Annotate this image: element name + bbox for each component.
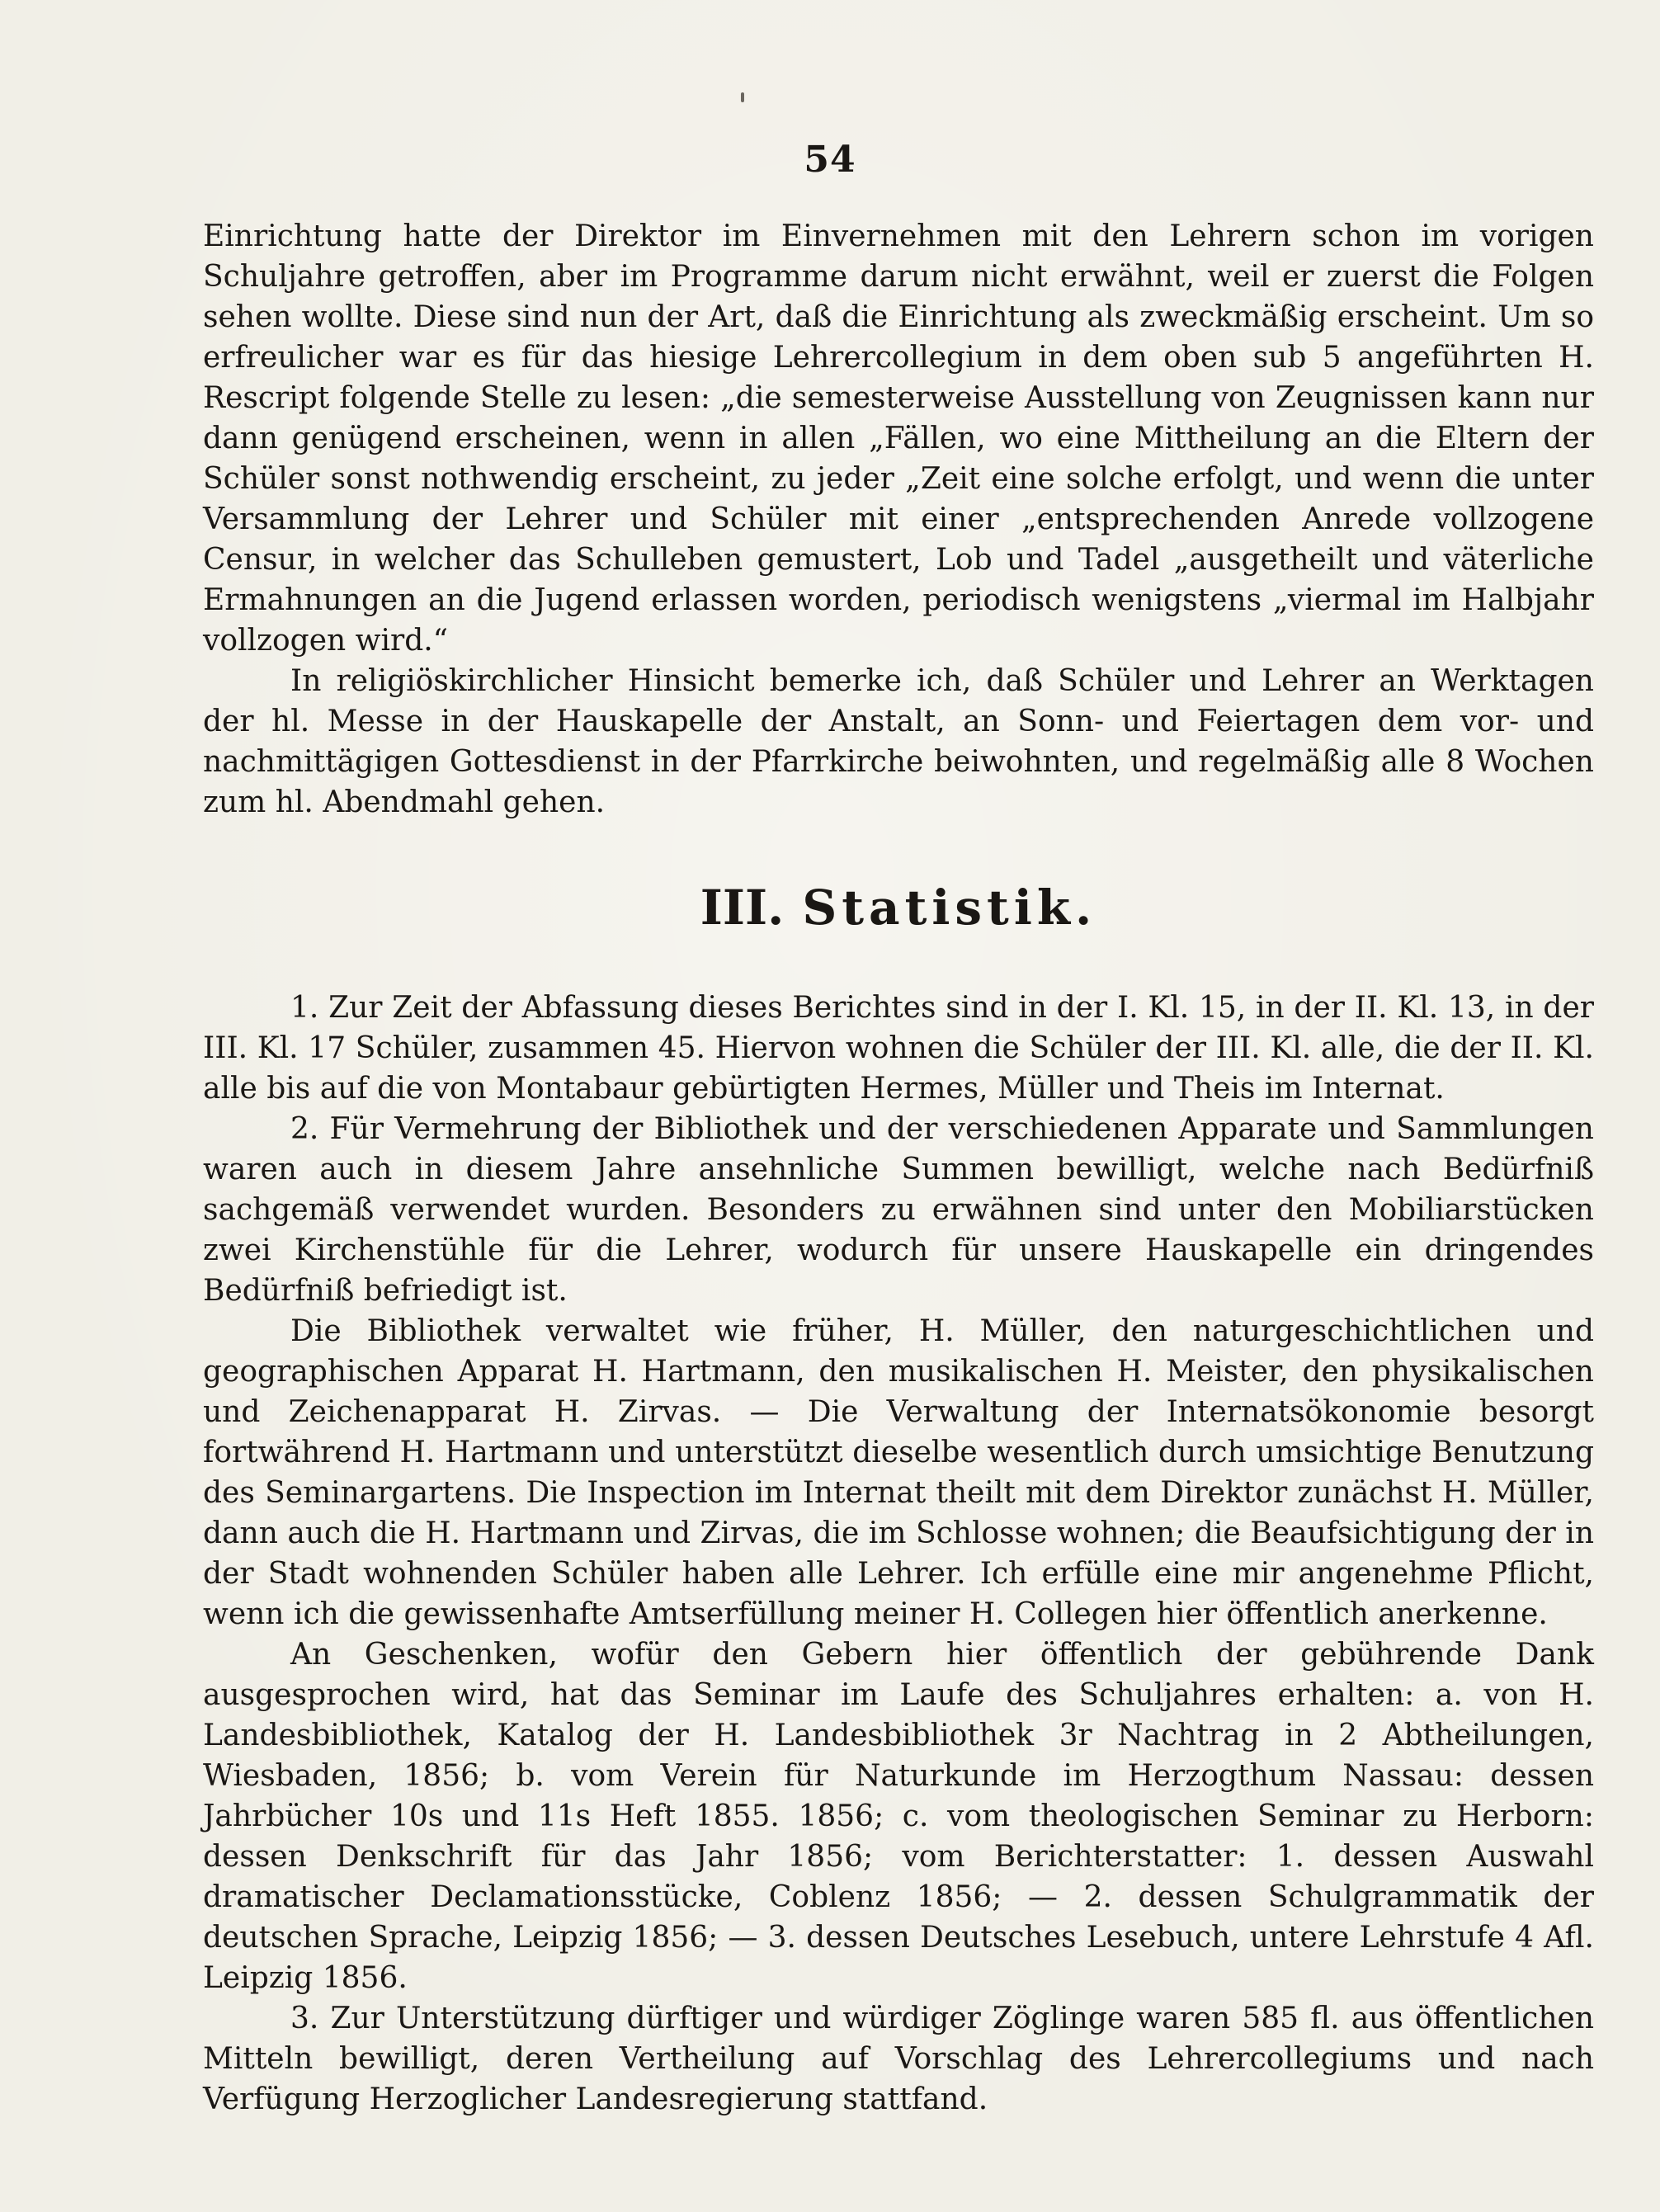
ink-speck: [741, 92, 744, 102]
section-title: Statistik.: [802, 880, 1097, 936]
intro-paragraph-2: In religiöskirchlicher Hinsicht bemerke ich, daß Schüler und Lehrer an Werktagen der hl. Messe in der Hauskapelle der Anstalt, an Sonn- und Feiertagen dem vor- und nachmittägigen Gottesdienst in der Pfarrkirche beiwohnten, und regelmäßig alle 8 Wochen zum hl. Abendmahl gehen.: [203, 664, 1594, 819]
stat-paragraph-1: 1. Zur Zeit der Abfassung dieses Berichtes sind in der I. Kl. 15, in der II. Kl. 13, in der III. Kl. 17 Schüler, zusammen 45. Hiervon wohnen die Schüler der III. Kl. alle, die der II. Kl. alle bis auf die von Montabaur gebürtigten Hermes, Müller und Theis im Internat.: [203, 991, 1594, 1106]
intro-paragraph-1: Einrichtung hatte der Direktor im Einvernehmen mit den Lehrern schon im vorigen Schuljahre getroffen, aber im Programme darum nicht erwähnt, weil er zuerst die Folgen sehen wollte. Diese sind nun der Art, daß die Einrichtung als zweckmäßig erscheint. Um so erfreulicher war es für das hiesige Lehrercollegium in dem oben sub 5 angeführten H. Rescript folgende Stelle zu lesen: „die semesterweise Ausstellung von Zeugnissen kann nur dann genügend erscheinen, wenn in allen „Fällen, wo eine Mittheilung an die Eltern der Schüler sonst nothwendig erscheint, zu jeder „Zeit eine solche erfolgt, und wenn die unter Versammlung der Lehrer und Schüler mit einer „entsprechenden Anrede vollzogene Censur, in welcher das Schulleben gemustert, Lob und Tadel „ausgetheilt und väterliche Ermahnungen an die Jugend erlassen worden, periodisch wenigstens „viermal im Halbjahr vollzogen wird.“: [203, 219, 1594, 658]
gifts-paragraph: An Geschenken, wofür den Gebern hier öffentlich der gebührende Dank ausgesprochen wird, hat das Seminar im Laufe des Schuljahres erhalten: a. von H. Landesbibliothek, Katalog der H. Landesbibliothek 3r Nachtrag in 2 Abtheilungen, Wiesbaden, 1856; b. vom Verein für Naturkunde im Herzogthum Nassau: dessen Jahrbücher 10s und 11s Heft 1855. 1856; c. vom theologischen Seminar zu Herborn: dessen Denkschrift für das Jahr 1856; vom Berichterstatter: 1. dessen Auswahl dramatischer Declamationsstücke, Coblenz 1856; — 2. dessen Schulgrammatik der deutschen Sprache, Leipzig 1856; — 3. dessen Deutsches Lesebuch, untere Lehrstufe 4 Afl. Leipzig 1856.: [203, 1638, 1594, 1995]
page-number: 54: [804, 139, 856, 181]
page-body: [203, 216, 1594, 2120]
stat-paragraph-2: 2. Für Vermehrung der Bibliothek und der verschiedenen Apparate und Sammlungen waren auch in diesem Jahre ansehnliche Summen bewilligt, welche nach Bedürfniß sachgemäß verwendet wurden. Besonders zu erwähnen sind unter den Mobiliarstücken zwei Kirchenstühle für die Lehrer, wodurch für unsere Hauskapelle ein dringendes Bedürfniß befriedigt ist.: [203, 1112, 1594, 1308]
section-heading: [203, 879, 1594, 936]
staff-paragraph: Die Bibliothek verwaltet wie früher, H. Müller, den naturgeschichtlichen und geographischen Apparat H. Hartmann, den musikalischen H. Meister, den physikalischen und Zeichenapparat H. Zirvas. — Die Verwaltung der Internatsökonomie besorgt fortwährend H. Hartmann und unterstützt dieselbe wesentlich durch umsichtige Benutzung des Seminargartens. Die Inspection im Internat theilt mit dem Direktor zunächst H. Müller, dann auch die H. Hartmann und Zirvas, die im Schlosse wohnen; die Beaufsichtigung der in der Stadt wohnenden Schüler haben alle Lehrer. Ich erfülle eine mir angenehme Pflicht, wenn ich die gewissenhafte Amtserfüllung meiner H. Collegen hier öffentlich anerkenne.: [203, 1314, 1594, 1631]
section-numeral: III.: [700, 880, 785, 936]
stat-paragraph-3: 3. Zur Unterstützung dürftiger und würdiger Zöglinge waren 585 fl. aus öffentlichen Mitteln bewilligt, deren Vertheilung auf Vorschlag des Lehrercollegiums und nach Verfügung Herzoglicher Landesregierung stattfand.: [203, 2002, 1594, 2116]
